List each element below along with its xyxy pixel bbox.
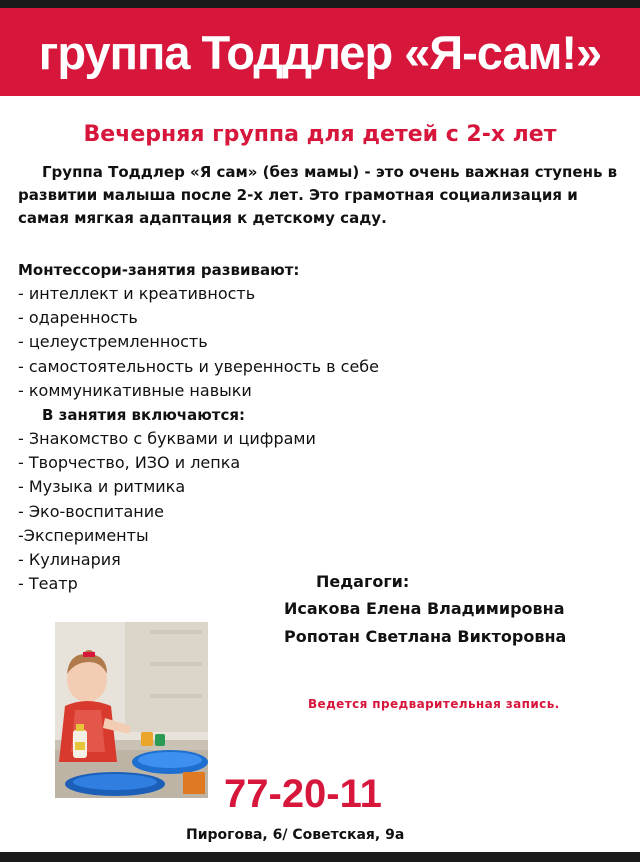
banner-title: группа Тоддлер «Я-сам!» (38, 25, 602, 79)
list-item: - Музыка и ритмика (18, 477, 186, 497)
list-item: - интеллект и креативность (18, 284, 256, 303)
list-item: - коммуникативные навыки (18, 380, 252, 400)
list-item: - Эко-воспитание (18, 501, 164, 521)
list-item: - целеустремленность (18, 332, 208, 352)
header-banner (0, 8, 640, 96)
montessori-heading: Монтессори-занятия развивают: (18, 261, 300, 279)
phone-number: 77-20-11 (224, 772, 382, 816)
child-playing-photo (55, 622, 208, 798)
teacher-name: Ропотан Светлана Викторовна (284, 627, 567, 646)
intro-text: Группа Тоддлер «Я сам» (без мамы) - это очень важная ступень в развитии малыша после 2-х лет. Это грамотная социализация и самая мягкая адаптация к детскому саду. (18, 163, 618, 227)
address: Пирогова, 6/ Советская, 9а (186, 827, 405, 843)
child-playing-with-water-basins-icon (55, 622, 208, 798)
subtitle: Вечерняя группа для детей с 2-х лет (83, 122, 557, 147)
preregistration-note: Ведется предварительная запись. (308, 697, 560, 711)
list-item: - одаренность (18, 308, 138, 328)
list-item: -Эксперименты (18, 525, 149, 545)
list-item: - самостоятельность и уверенность в себе (18, 356, 379, 376)
intro-paragraph (18, 161, 628, 230)
activities-list (18, 427, 316, 596)
includes-heading: В занятия включаются: (42, 406, 246, 424)
top-frame-bar (0, 0, 640, 8)
list-item: - Творчество, ИЗО и лепка (18, 453, 241, 473)
list-item: - Кулинария (18, 549, 121, 569)
list-item: - Театр (18, 574, 78, 594)
bottom-frame-bar (0, 852, 640, 862)
teacher-name: Исакова Елена Владимировна (284, 599, 565, 618)
list-item: - Знакомство с буквами и цифрами (18, 429, 316, 448)
teachers-label: Педагоги: (316, 572, 410, 591)
development-list (18, 282, 379, 403)
